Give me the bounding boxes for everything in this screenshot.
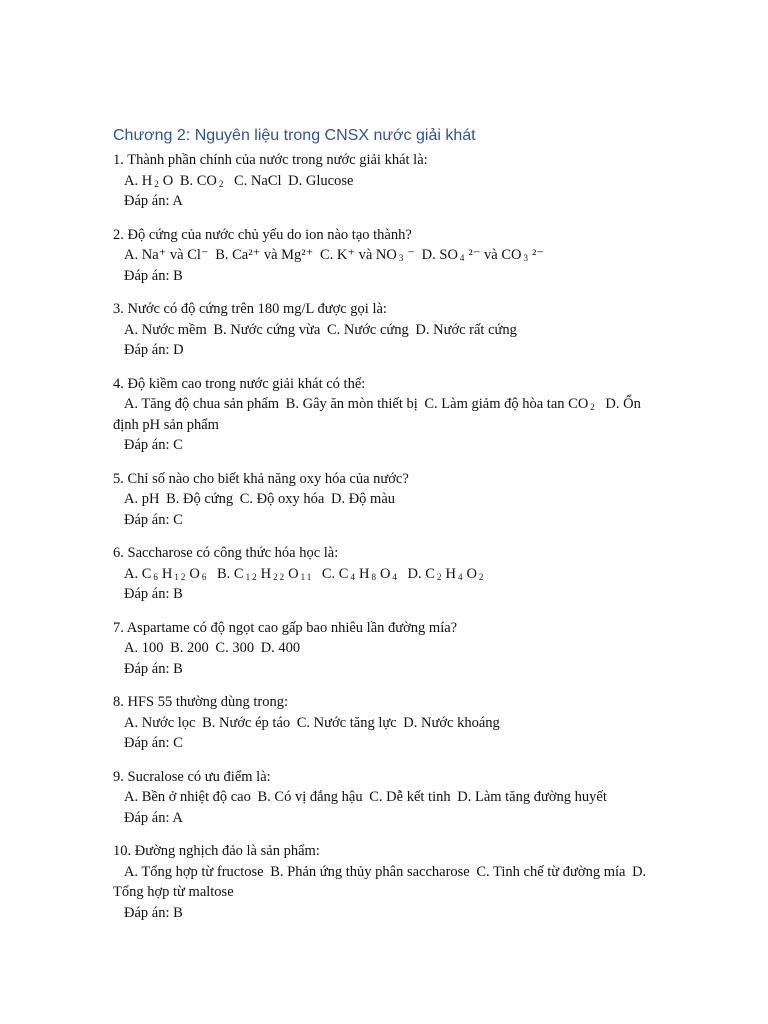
answer-text: Đáp án: B: [124, 267, 183, 284]
options-line: [113, 489, 658, 510]
option-b: B. CO $_2$: [179, 172, 226, 189]
option-b: B. C $_{12}$ H $_{22}$ O $_{11}$: [217, 565, 314, 582]
option-c: C. 300: [215, 640, 255, 656]
question-text: 9. Sucralose có ưu điểm là:: [113, 768, 271, 785]
option-c: C. Nước cứng: [326, 321, 409, 338]
option-c: C. Độ oxy hóa: [239, 491, 325, 507]
option-d: D. Glucose: [288, 172, 354, 189]
options-line: [113, 713, 658, 734]
option-d: D. Làm tăng đường huyết: [457, 789, 607, 805]
option-c: C. Làm giảm độ hòa tan CO $_2$: [424, 396, 597, 412]
option-c: C. K⁺ và NO $_3$ ⁻: [319, 247, 416, 263]
option-a: A. pH: [124, 491, 160, 507]
question-block-6: [113, 543, 658, 605]
question-text: 10. Đường nghịch đảo là sản phẩm:: [113, 843, 320, 859]
options-line: [113, 394, 658, 435]
question-block-2: [113, 225, 658, 287]
options-line: [113, 787, 658, 808]
answer-text: Đáp án: D: [124, 342, 184, 358]
question-text: 6. Saccharose có công thức hóa học là:: [113, 545, 339, 561]
answer-text: Đáp án: A: [124, 809, 183, 826]
option-a: A. Nước mềm: [124, 321, 207, 338]
answer-text: Đáp án: B: [124, 586, 183, 602]
answer-text: Đáp án: C: [124, 735, 183, 751]
question-text: 8. HFS 55 thường dùng trong:: [113, 694, 289, 710]
option-d: D. Nước khoáng: [403, 714, 500, 731]
question-text: 4. Độ kiềm cao trong nước giải khát có thể:: [113, 375, 366, 392]
document-page: [113, 124, 658, 936]
option-d: D. SO $_4$ ²⁻ và CO $_3$ ²⁻: [421, 247, 545, 263]
option-c: C. C $_4$ H $_8$ O $_4$: [321, 565, 399, 582]
option-a: A. Tăng độ chua sản phẩm: [123, 396, 280, 412]
answer-text: Đáp án: C: [124, 511, 183, 528]
answer-text: Đáp án: B: [124, 904, 183, 921]
question-block-8: [113, 692, 658, 754]
answer-text: Đáp án: A: [124, 193, 183, 209]
options-line: [113, 171, 658, 192]
options-line: [113, 862, 658, 903]
option-b: B. Nước cứng vừa: [213, 321, 321, 338]
question-text: 7. Aspartame có độ ngọt cao gấp bao nhiêu lần đường mía?: [113, 619, 458, 636]
answer-text: Đáp án: C: [124, 437, 183, 453]
option-b: B. Ca²⁺ và Mg²⁺: [215, 247, 314, 263]
question-block-5: [113, 469, 658, 531]
option-b: B. Độ cứng: [166, 491, 234, 507]
option-d: D. Nước rất cứng: [415, 321, 517, 338]
question-text: 2. Độ cứng của nước chủ yếu do ion nào tạo thành?: [113, 226, 412, 243]
chapter-heading: Chương 2: Nguyên liệu trong CNSX nước giải khát: [113, 127, 476, 144]
option-a: A. H $_2$ O: [124, 172, 174, 189]
option-c: C. Dễ kết tinh: [369, 789, 451, 805]
options-line: [113, 564, 658, 585]
option-b: B. Có vị đắng hậu: [257, 789, 363, 805]
option-b: B. Gây ăn mòn thiết bị: [285, 396, 418, 412]
question-text: 5. Chỉ số nào cho biết khả năng oxy hóa của nước?: [113, 470, 409, 487]
question-block-7: [113, 618, 658, 680]
option-d: D. 400: [260, 640, 301, 656]
option-b: B. Nước ép táo: [202, 714, 291, 731]
option-a: A. 100: [124, 640, 164, 656]
option-a: A. C $_6$ H $_{12}$ O $_6$: [124, 565, 209, 582]
option-b: B. Phản ứng thủy phân saccharose: [270, 863, 470, 880]
option-d: D. Độ màu: [330, 491, 396, 507]
option-d: D. C $_2$ H $_4$ O $_2$: [407, 565, 486, 582]
question-block-10: [113, 841, 658, 923]
option-d: D. Ổn định pH sản phẩm: [113, 396, 641, 433]
option-d: D. Tổng hợp từ maltose: [113, 863, 647, 900]
question-block-1: [113, 150, 658, 212]
option-a: A. Bền ở nhiệt độ cao: [124, 789, 251, 805]
answer-text: Đáp án: B: [124, 660, 183, 677]
option-c: C. NaCl: [234, 172, 282, 189]
option-c: C. Nước tăng lực: [296, 714, 397, 731]
option-a: A. Na⁺ và Cl⁻: [124, 247, 209, 263]
question-block-9: [113, 767, 658, 829]
question-block-3: [113, 299, 658, 361]
option-b: B. 200: [170, 640, 209, 656]
option-a: A. Tổng hợp từ fructose: [123, 863, 264, 880]
options-line: [113, 245, 658, 266]
question-text: 3. Nước có độ cứng trên 180 mg/L được gọi là:: [113, 301, 387, 317]
option-c: C. Tinh chế từ đường mía: [476, 863, 626, 880]
option-a: A. Nước lọc: [124, 714, 196, 731]
question-text: 1. Thành phần chính của nước trong nước giải khát là:: [113, 152, 428, 168]
question-block-4: [113, 374, 658, 456]
options-line: [113, 320, 658, 341]
options-line: [113, 638, 658, 659]
